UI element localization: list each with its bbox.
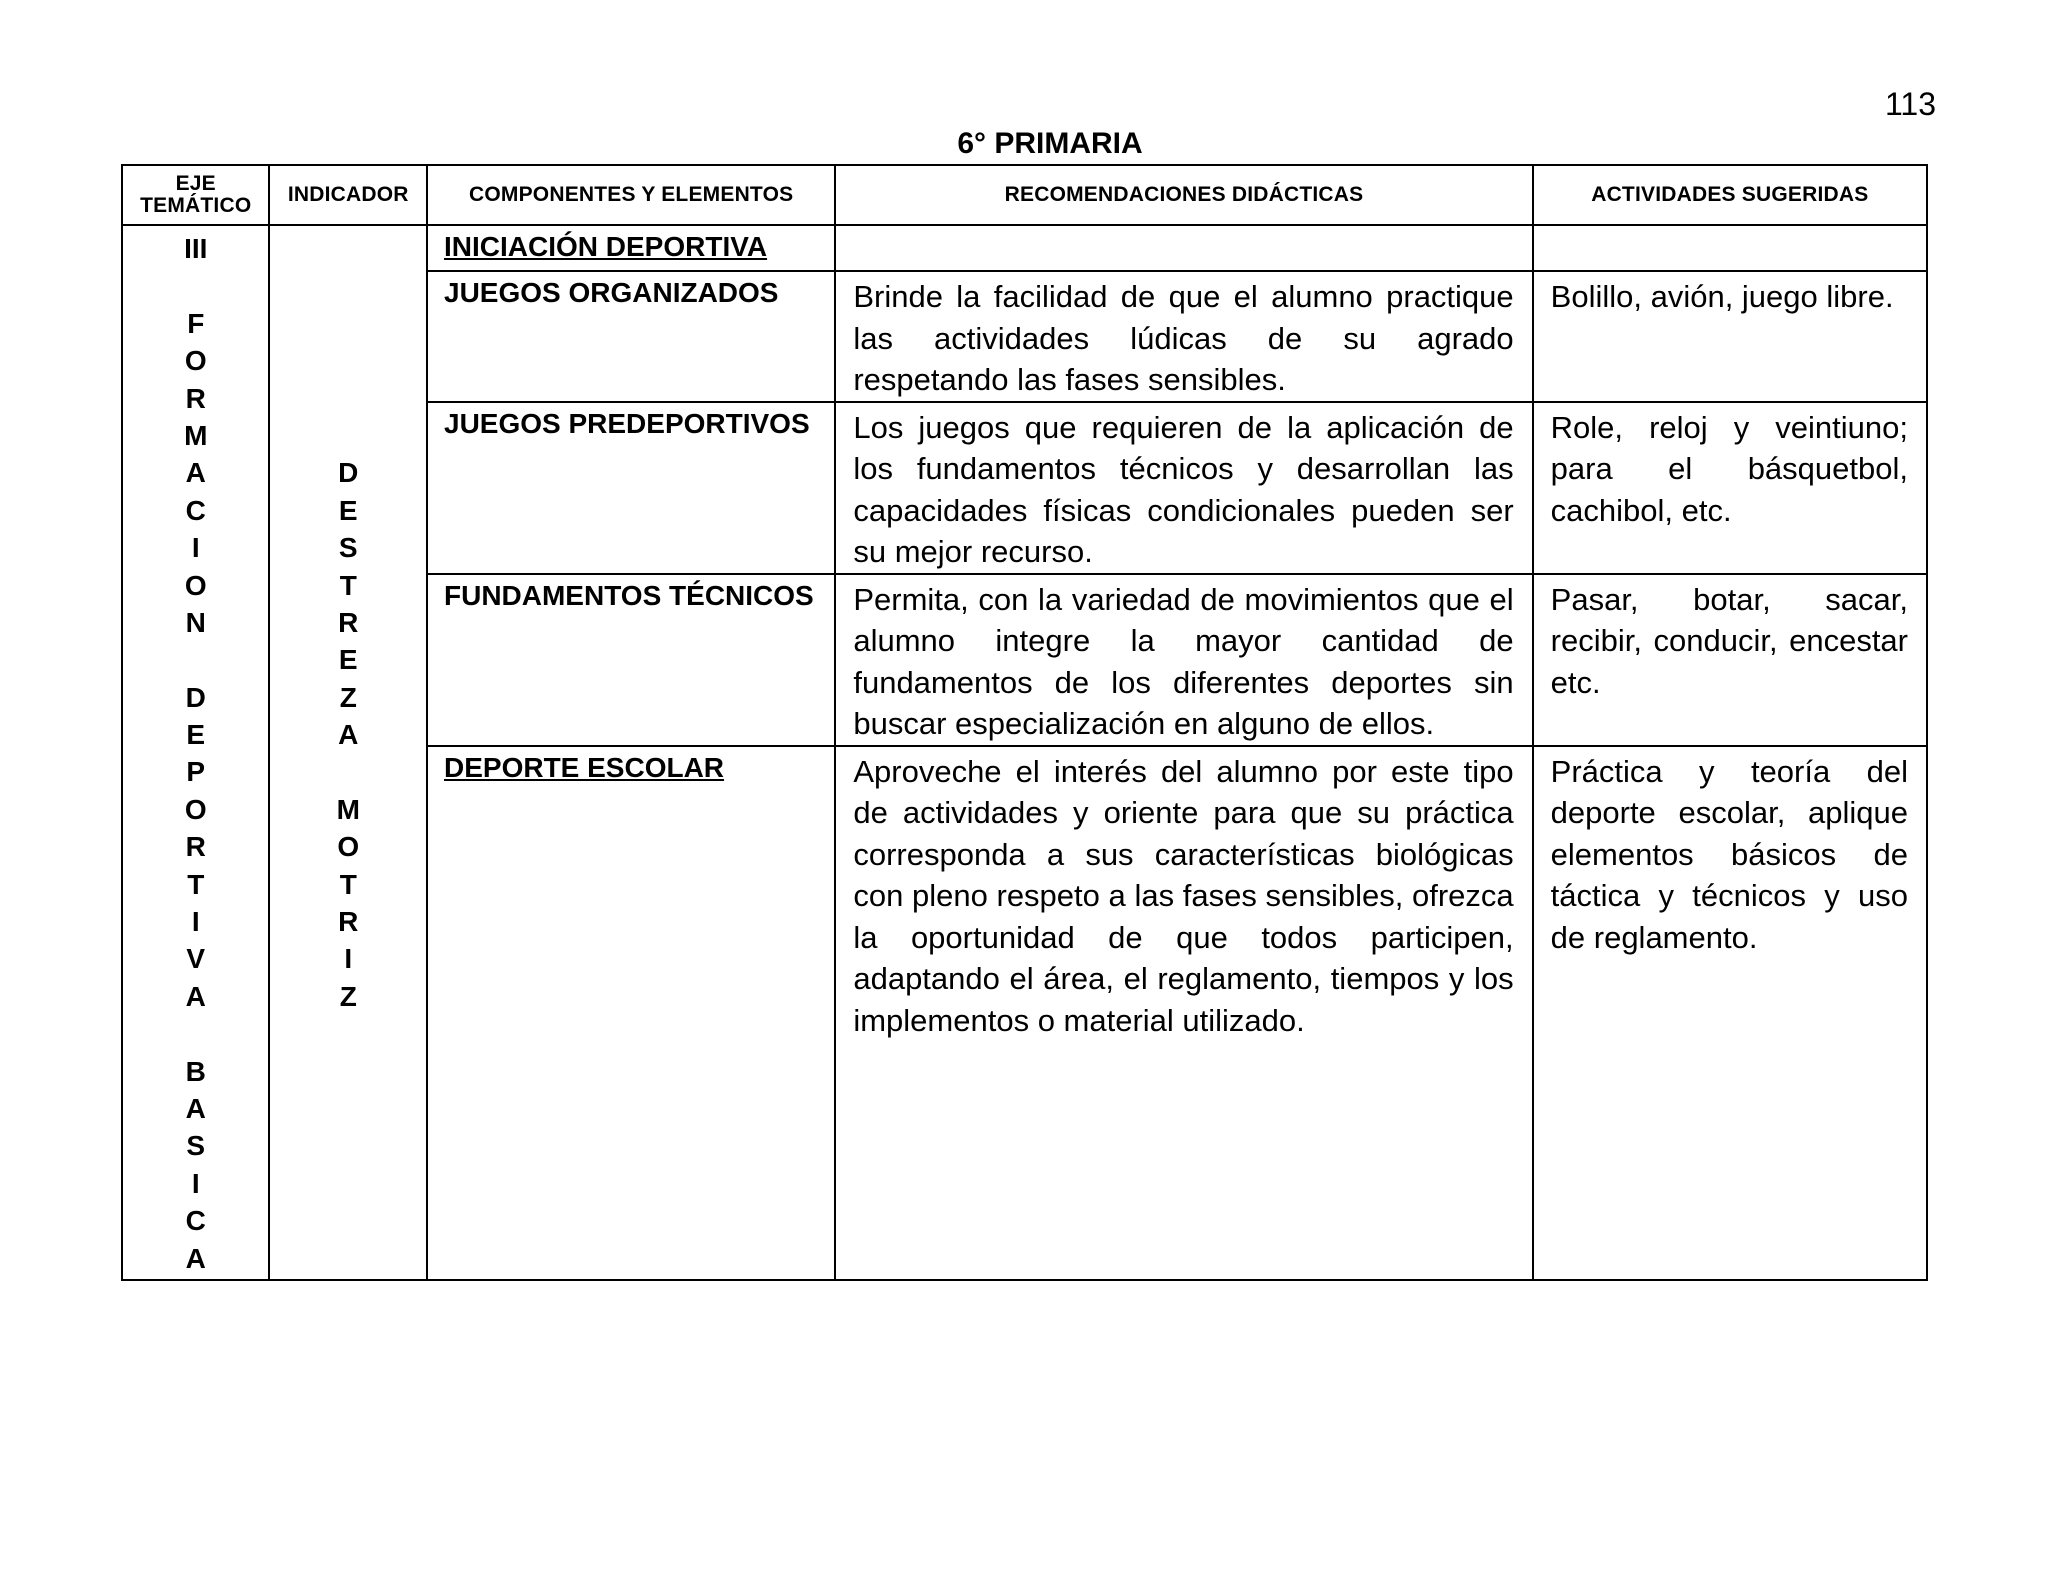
header-recomendaciones: RECOMENDACIONES DIDÁCTICAS (835, 165, 1532, 225)
eje-letter: R (185, 831, 206, 863)
component-label: JUEGOS PREDEPORTIVOS (444, 407, 810, 439)
indicador-letter: Z (339, 681, 357, 713)
eje-letter: O (184, 793, 207, 825)
component-cell (427, 746, 835, 1281)
eje-letter: I (191, 1167, 200, 1199)
eje-letter: A (185, 1242, 206, 1274)
table-header-row (122, 165, 1927, 225)
eje-letter: T (187, 868, 205, 900)
component-cell (427, 271, 835, 402)
eje-letter: I (191, 532, 200, 564)
eje-letter: E (186, 719, 206, 751)
activities-cell: Pasar, botar, sacar, recibir, conducir, encestar etc. (1533, 574, 1927, 746)
eje-letter: A (185, 1092, 206, 1124)
component-cell (427, 402, 835, 574)
eje-letter: I (191, 906, 200, 938)
eje-letter: S (186, 1130, 206, 1162)
eje-letter (123, 267, 268, 304)
table-row (122, 225, 1927, 271)
eje-letter: C (185, 1205, 206, 1237)
indicador-letter (270, 380, 426, 417)
indicador-letter (270, 267, 426, 304)
activities-cell: Role, reloj y veintiuno; para el básquetbol, cachibol, etc. (1533, 402, 1927, 574)
component-cell (427, 574, 835, 746)
component-label: DEPORTE ESCOLAR (444, 751, 725, 783)
header-indicador: INDICADOR (269, 165, 427, 225)
empty-cell (835, 225, 1532, 271)
eje-letter: B (185, 1055, 206, 1087)
eje-letter: A (185, 980, 206, 1012)
recommendation-cell: Aproveche el interés del alumno por este tipo de actividades y oriente para que su práctica corresponda a sus características biológicas con pleno respeto a las fases sensibles, ofrezca la oportunidad de que todos participen, adaptando el área, el reglamento, tiempos y los implementos o material utilizado. (835, 746, 1532, 1281)
eje-letter: V (186, 943, 206, 975)
eje-letter: F (187, 307, 205, 339)
component-label: FUNDAMENTOS TÉCNICOS (444, 579, 814, 611)
section-title: INICIACIÓN DEPORTIVA (444, 231, 768, 262)
page-number: 113 (1884, 86, 1936, 122)
component-label: JUEGOS ORGANIZADOS (444, 277, 779, 308)
eje-letter: III (184, 233, 208, 264)
indicador-letter: D (338, 457, 359, 489)
indicador-cell (269, 225, 427, 1280)
grade-title: 6° PRIMARIA (957, 127, 1143, 160)
header-actividades: ACTIVIDADES SUGERIDAS (1533, 165, 1927, 225)
indicador-letter: I (344, 943, 353, 975)
indicador-letter: A (338, 719, 359, 751)
eje-letter: M (184, 419, 208, 451)
header-eje-tematico (122, 165, 269, 225)
indicador-letter (270, 230, 426, 267)
indicador-letter: E (338, 494, 358, 526)
eje-letter: D (185, 681, 206, 713)
section-title-cell (427, 225, 835, 271)
header-eje-line1: EJE (175, 172, 216, 195)
eje-letter: N (185, 606, 206, 638)
indicador-letter: M (336, 793, 360, 825)
eje-letter: R (185, 382, 206, 414)
eje-letter (123, 1015, 268, 1052)
indicador-letter (270, 753, 426, 790)
recommendation-cell: Permita, con la variedad de movimientos que el alumno integre la mayor cantidad de fundamentos de los diferentes deportes sin buscar especialización en alguno de ellos. (835, 574, 1532, 746)
indicador-letter: S (338, 532, 358, 564)
indicador-letter: Z (339, 980, 357, 1012)
activities-cell: Bolillo, avión, juego libre. (1533, 271, 1927, 402)
eje-letter: C (185, 494, 206, 526)
eje-tematico-cell (122, 225, 269, 1280)
indicador-letter (270, 305, 426, 342)
indicador-letter: O (337, 831, 360, 863)
eje-letter: O (184, 345, 207, 377)
eje-letter: O (184, 569, 207, 601)
eje-letter (123, 641, 268, 678)
indicador-vertical-text (270, 226, 426, 1015)
eje-letter: P (186, 756, 206, 788)
header-componentes: COMPONENTES Y ELEMENTOS (427, 165, 835, 225)
indicador-letter: R (338, 906, 359, 938)
indicador-letter (270, 342, 426, 379)
indicador-letter (270, 417, 426, 454)
indicador-letter: E (338, 644, 358, 676)
curriculum-table (121, 164, 1928, 1281)
indicador-letter: R (338, 606, 359, 638)
eje-letter: A (185, 457, 206, 489)
indicador-letter: T (339, 868, 357, 900)
recommendation-cell: Los juegos que requieren de la aplicación de los fundamentos técnicos y desarrollan las capacidades físicas condicionales pueden ser su mejor recurso. (835, 402, 1532, 574)
indicador-letter: T (339, 569, 357, 601)
recommendation-cell: Brinde la facilidad de que el alumno practique las actividades lúdicas de su agrado respetando las fases sensibles. (835, 271, 1532, 402)
empty-cell (1533, 225, 1927, 271)
header-eje-line2: TEMÁTICO (140, 194, 252, 217)
activities-cell: Práctica y teoría del deporte escolar, aplique elementos básicos de táctica y técnicos y uso de reglamento. (1533, 746, 1927, 1281)
eje-tematico-vertical-text (123, 226, 268, 1277)
